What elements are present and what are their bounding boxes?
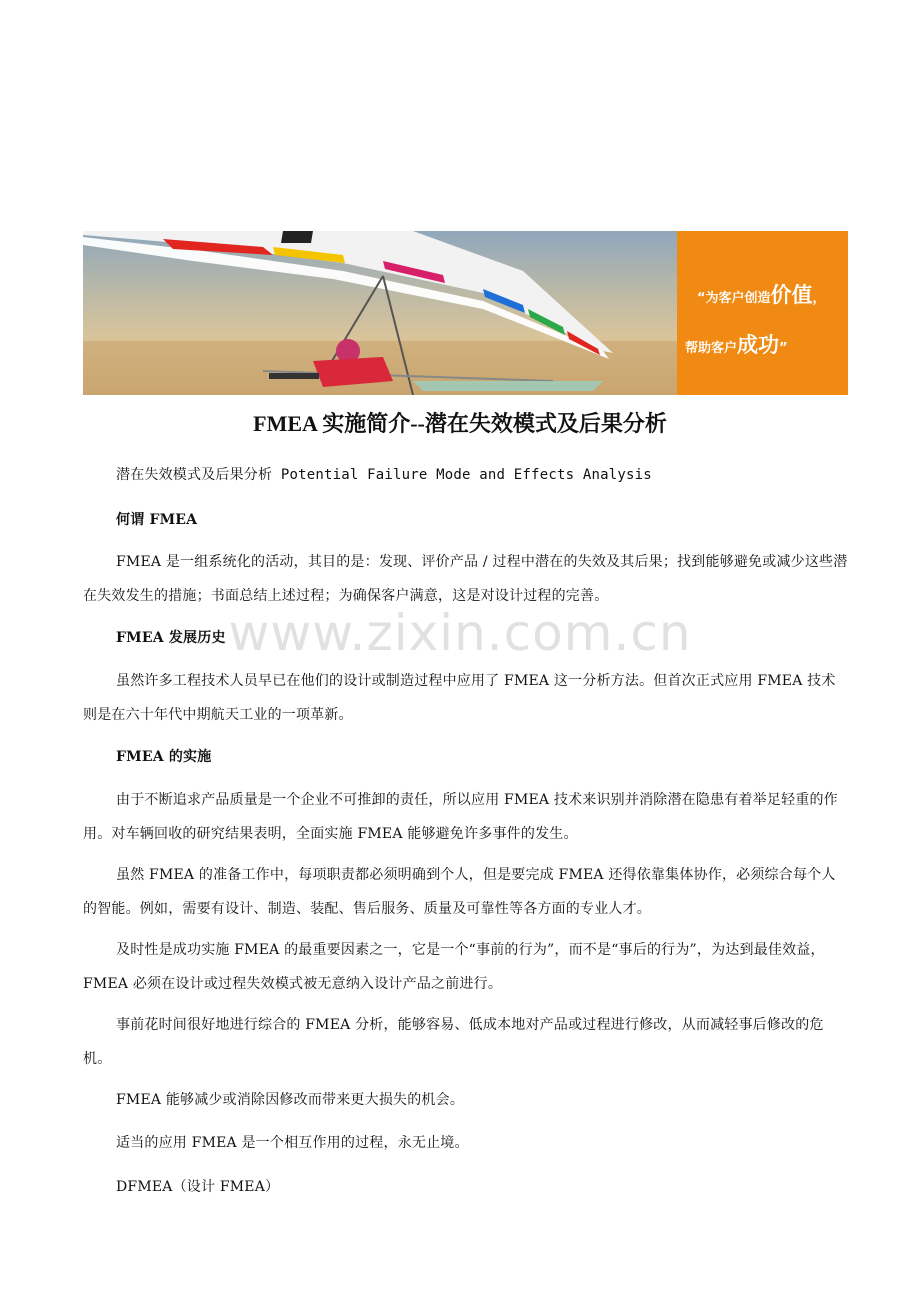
slogan-text: “为客户创造 <box>697 291 771 306</box>
paragraph-dfmea: DFMEA（设计 FMEA） <box>116 1179 280 1195</box>
subtitle-line: 潜在失效模式及后果分析 Potential Failure Mode and Effects Analysis <box>116 467 652 483</box>
slogan-emphasis: 价值 <box>770 283 813 307</box>
slogan-emphasis: 成功 <box>737 333 780 357</box>
paragraph-implementation-2: 虽然 FMEA 的准备工作中，每项职责都必须明确到个人，但是要完成 FMEA 还得依靠集体协作，必须综合每个人的智能。例如，需要有设计、制造、装配、售后服务、质量及可靠性等各方面的专业人才。 <box>83 867 836 917</box>
section-heading-history: FMEA 发展历史 <box>116 630 226 646</box>
slogan-text: 帮助客户 <box>685 341 738 356</box>
paragraph-implementation-3: 及时性是成功实施 FMEA 的最重要因素之一，它是一个“事前的行为”，而不是“事后的行为”，为达到最佳效益，FMEA 必须在设计或过程失效模式被无意纳入设计产品之前进行。 <box>83 942 825 992</box>
paragraph-implementation-5: FMEA 能够减少或消除因修改而带来更大损失的机会。 <box>116 1092 465 1108</box>
header-banner <box>83 231 848 395</box>
section-heading-implementation: FMEA 的实施 <box>116 749 212 765</box>
paragraph-implementation-4: 事前花时间很好地进行综合的 FMEA 分析，能够容易、低成本地对产品或过程进行修改，从而减轻事后修改的危机。 <box>83 1017 824 1067</box>
document-title: FMEA 实施简介--潜在失效模式及后果分析 <box>253 411 667 436</box>
section-heading-what-is-fmea: 何谓 FMEA <box>116 512 198 528</box>
slogan-line-1 <box>697 279 826 309</box>
paragraph-implementation-6: 适当的应用 FMEA 是一个相互作用的过程，永无止境。 <box>116 1135 469 1151</box>
hang-glider-photo <box>83 231 677 395</box>
paragraph-definition: FMEA 是一组系统化的活动，其目的是：发现、评价产品 / 过程中潜在的失效及其后果；找到能够避免或减少这些潜在失效发生的措施；书面总结上述过程；为确保客户满意，这是对设计过程的完善。 <box>83 554 848 604</box>
banner-slogan <box>677 231 848 395</box>
slogan-text: ” <box>779 341 788 356</box>
watermark: www.zixin.com.cn <box>228 604 692 662</box>
paragraph-history: 虽然许多工程技术人员早已在他们的设计或制造过程中应用了 FMEA 这一分析方法。但首次正式应用 FMEA 技术则是在六十年代中期航天工业的一项革新。 <box>83 673 836 723</box>
slogan-text: ， <box>812 291 826 306</box>
paragraph-implementation-1: 由于不断追求产品质量是一个企业不可推卸的责任，所以应用 FMEA 技术来识别并消除潜在隐患有着举足轻重的作用。对车辆回收的研究结果表明，全面实施 FMEA 能够避免许多事件的发生。 <box>83 792 838 842</box>
slogan-line-2 <box>685 329 788 359</box>
hang-glider-illustration <box>83 231 677 395</box>
